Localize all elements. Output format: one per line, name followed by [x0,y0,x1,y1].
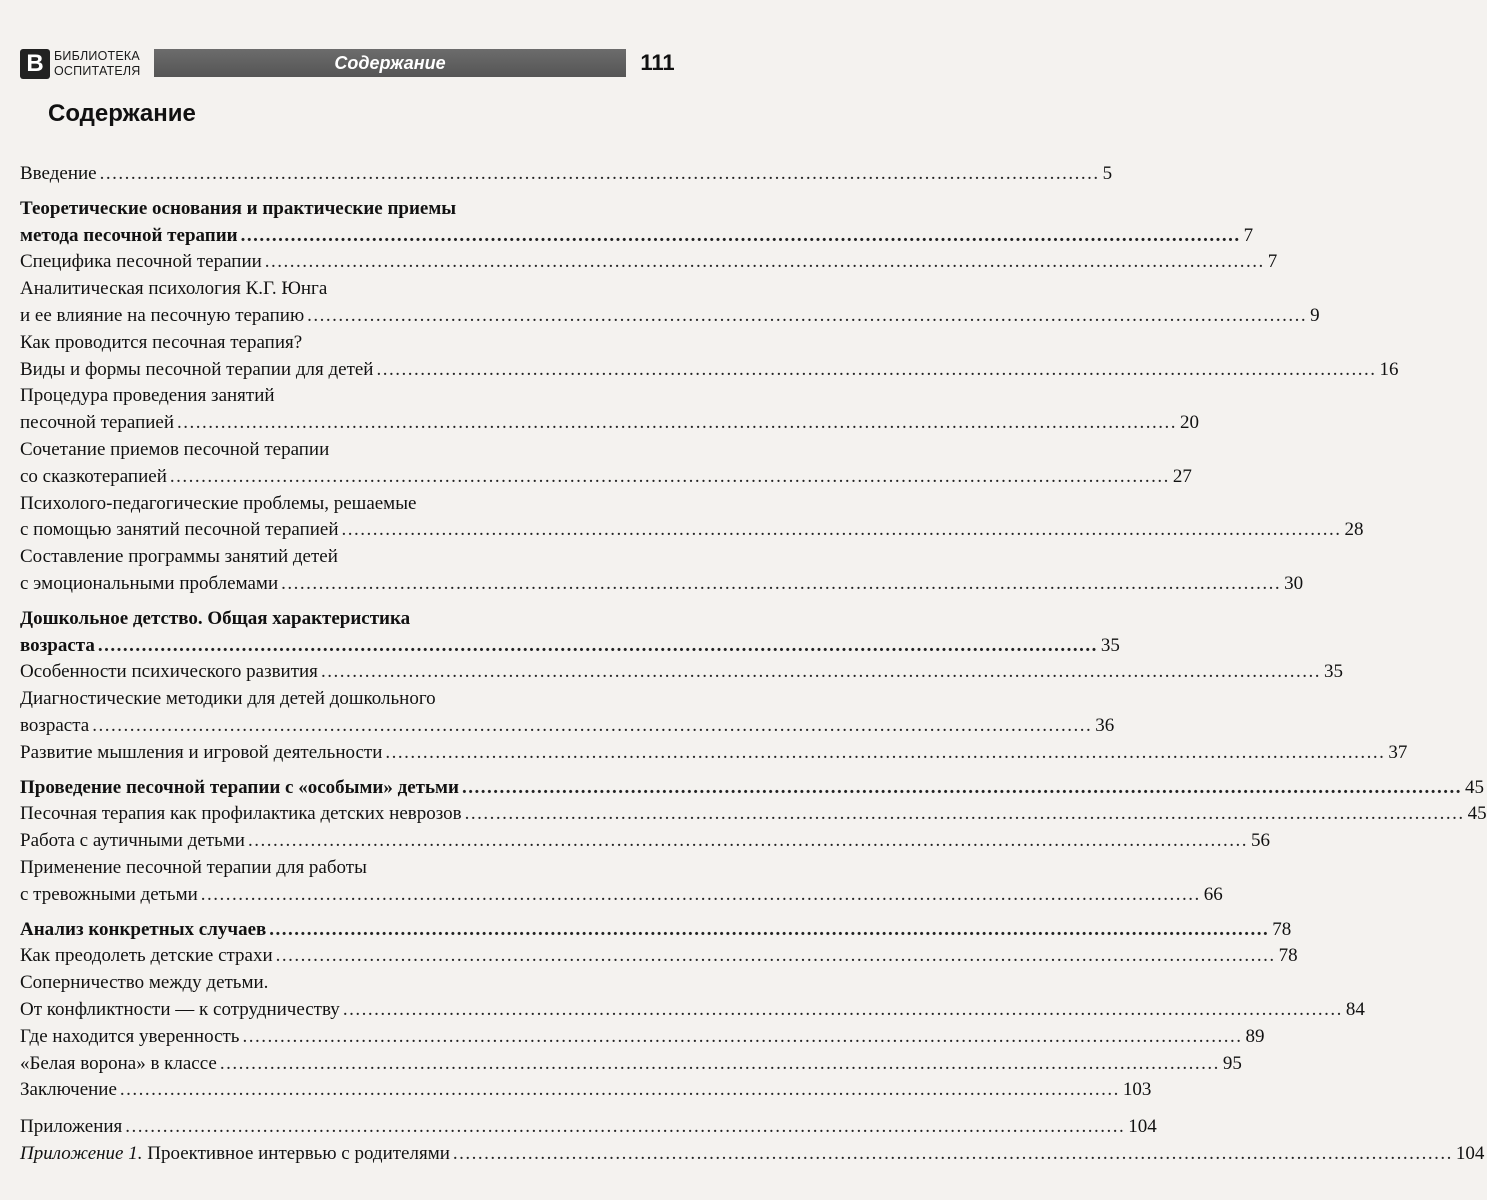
toc-entry-title-line: Составление программы занятий детей [20,546,338,568]
toc-entry-title: возраста [20,714,90,736]
toc-page-number: 78 [1278,945,1298,967]
toc-entry[interactable] [20,606,1120,660]
toc-entry[interactable] [20,330,667,357]
toc-entry-title: Введение [20,163,97,184]
leader-dots: ................................................................................................................................................................ [242,1025,1243,1047]
toc-entry-title: Песочная терапия как профилактика детских неврозов [20,803,462,825]
toc-page-number: 36 [1095,714,1115,736]
toc-entry-last-line [20,571,1304,598]
toc-entry-last-line [20,828,1270,855]
toc-entry-title: метода песочной терапии [20,224,238,246]
toc-entry[interactable] [20,544,1304,598]
toc-entry[interactable] [20,276,1320,330]
toc-page-number: 5 [1102,163,1113,184]
series-name-line1: БИБЛИОТЕКА [54,49,140,63]
leader-dots: ................................................................................................................................................................ [269,918,1270,940]
leader-dots: ................................................................................................................................................................ [341,519,1342,541]
leader-dots: ................................................................................................................................................................ [177,412,1178,434]
leader-dots: ................................................................................................................................................................ [97,634,1098,656]
toc-page-number: 104 [1455,1142,1485,1164]
leader-dots: ................................................................................................................................................................ [464,803,1465,825]
logo-letter: В [26,50,44,77]
toc-entry-last-line [20,303,1320,330]
leader-dots: ................................................................................................................................................................ [99,163,1100,184]
toc-entry[interactable] [20,659,1343,686]
section-title: Содержание [334,52,446,73]
toc-entry-last-line [20,633,1120,660]
toc-entry-title: с тревожными детьми [20,883,198,905]
toc-entry-title: с эмоциональными проблемами [20,572,279,594]
toc-entry-title: Специфика песочной терапии [20,251,262,273]
toc-entry-title: Работа с аутичными детьми [20,830,245,852]
leader-dots: ................................................................................................................................................................ [376,358,1377,380]
toc-entry-title: Особенности психического развития [20,661,318,683]
toc-entry[interactable] [20,775,1484,802]
toc-page-number: 95 [1222,1052,1242,1074]
toc-entry-last-line [20,1114,1157,1141]
toc-entry-title-line: Сочетание приемов песочной терапии [20,438,330,460]
toc-entry-title-line: Психолого-педагогические проблемы, решаемые [20,492,417,514]
toc-entry-title-line: Применение песочной терапии для работы [20,856,367,878]
toc-page-number: 78 [1272,918,1292,940]
toc-entry-last-line [20,801,1487,828]
appendix-title: Проективное интервью с родителями [147,1142,450,1164]
toc-page-number: 56 [1250,830,1270,852]
toc-entry[interactable] [20,249,1278,276]
toc-entry-title: с помощью занятий песочной терапией [20,519,339,541]
toc-page-number: 84 [1345,998,1365,1020]
toc-entry-title [20,1141,450,1168]
toc-entry-last-line [20,249,1278,276]
toc-entry-title-line: Дошкольное детство. Общая характеристика [20,607,411,629]
leader-dots: ................................................................................................................................................................ [452,1142,1453,1164]
toc-entry[interactable] [20,1114,1157,1141]
leader-dots: ................................................................................................................................................................ [385,741,1386,763]
toc-entry-title: со сказкотерапией [20,465,167,487]
toc-entry-last-line [20,943,1298,970]
toc-entry[interactable] [20,491,1364,545]
toc-entry[interactable] [20,740,1408,767]
toc-entry[interactable] [20,196,1254,250]
toc-entry[interactable] [20,943,1298,970]
toc-page-number: 103 [1122,1079,1152,1101]
toc-entry[interactable] [20,855,1223,909]
toc-entry[interactable] [20,161,1113,188]
leader-dots: ................................................................................................................................................................ [247,830,1248,852]
toc-entry-title: Где находится уверенность [20,1025,240,1047]
toc-entry-last-line [20,330,667,357]
toc-page-number: 27 [1172,465,1192,487]
toc-title: Содержание [48,100,196,127]
toc-entry-title: и ее влияние на песочную терапию [20,304,305,326]
toc-entry-last-line [20,659,1343,686]
toc-entry-last-line [20,713,1115,740]
leader-dots: ................................................................................................................................................................ [461,776,1462,798]
toc-entry-last-line [20,464,1192,491]
series-logo-icon [20,49,50,79]
toc-entry[interactable] [20,970,667,997]
toc-entry-title: Как преодолеть детские страхи [20,945,273,967]
toc-entry[interactable] [20,1024,1265,1051]
toc-entry[interactable] [20,686,1115,740]
toc-entry-last-line [20,1141,1485,1168]
toc-entry-last-line [20,917,1292,944]
toc-page-number: 104 [1128,1116,1157,1138]
toc-entry-title: Развитие мышления и игровой деятельности [20,741,383,763]
toc-entry-last-line [20,775,1484,802]
toc-entry-last-line [20,1051,1242,1078]
toc-page-number: 7 [1243,224,1254,246]
toc-page-number: 7 [1267,251,1278,273]
toc-entry-last-line [20,223,1254,250]
toc-entry-last-line [20,357,1399,384]
leader-dots: ................................................................................................................................................................ [240,224,1241,246]
toc-page-number: 9 [1310,304,1320,326]
toc-entry-title: Анализ конкретных случаев [20,918,267,940]
toc-page-number: 16 [1379,358,1399,380]
toc-page-number: 45 [1467,803,1487,825]
toc-entry-title-line: Диагностические методики для детей дошкольного [20,688,436,710]
toc-entry-title: Виды и формы песочной терапии для детей [20,358,374,380]
leader-dots: ................................................................................................................................................................ [219,1052,1220,1074]
toc-page-number: 35 [1323,661,1343,683]
toc-entry[interactable] [20,1141,1485,1168]
table-of-contents [20,161,1487,1168]
toc-page-number: 37 [1388,741,1408,763]
leader-dots: ................................................................................................................................................................ [119,1079,1120,1101]
toc-entry-title-line: Теоретические основания и практические приемы [20,197,457,219]
leader-dots: ................................................................................................................................................................ [275,945,1276,967]
series-name [54,49,141,79]
toc-entry-last-line [20,1024,1265,1051]
appendix-label: Приложение 1. [20,1142,143,1164]
toc-page-number: 66 [1203,883,1223,905]
toc-entry[interactable] [20,801,1487,828]
section-band [154,49,626,77]
running-header [20,46,680,82]
leader-dots: ................................................................................................................................................................ [169,465,1170,487]
toc-entry[interactable] [20,383,1200,437]
toc-entry-title: Заключение [20,1079,117,1101]
leader-dots: ................................................................................................................................................................ [125,1116,1126,1138]
toc-entry[interactable] [20,917,1292,944]
toc-entry-title: песочной терапией [20,412,175,434]
toc-entry[interactable] [20,1051,1242,1078]
leader-dots: ................................................................................................................................................................ [200,883,1201,905]
toc-page-number: 28 [1344,519,1364,541]
toc-entry-last-line [20,882,1223,909]
leader-dots: ................................................................................................................................................................ [92,714,1093,736]
leader-dots: ................................................................................................................................................................ [264,251,1265,273]
toc-entry-title: Как проводится песочная терапия? [20,331,303,353]
toc-entry-last-line [20,161,1113,188]
toc-entry[interactable] [20,997,1365,1024]
toc-entry-title: От конфликтности — к сотрудничеству [20,998,340,1020]
toc-entry-title: возраста [20,634,95,656]
leader-dots: ................................................................................................................................................................ [320,661,1321,683]
toc-entry[interactable] [20,828,1270,855]
toc-page-number: 89 [1245,1025,1265,1047]
toc-entry-title-line: Процедура проведения занятий [20,385,275,407]
toc-entry-last-line [20,740,1408,767]
toc-entry[interactable] [20,357,1399,384]
toc-page-number: 45 [1464,776,1484,798]
toc-entry-last-line [20,970,667,997]
toc-entry-title: Проведение песочной терапии с «особыми» детьми [20,776,459,798]
toc-page-number: 35 [1100,634,1120,656]
toc-entry[interactable] [20,1077,1152,1104]
toc-entry-last-line [20,1077,1152,1104]
toc-entry-title-line: Аналитическая психология К.Г. Юнга [20,278,328,300]
leader-dots: ................................................................................................................................................................ [307,304,1308,326]
series-name-line2: ОСПИТАТЕЛЯ [54,64,141,78]
toc-entry-title: Соперничество между детьми. [20,972,269,994]
toc-entry-title: Приложения [20,1116,123,1138]
page-number: 111 [640,50,675,75]
toc-entry-title: «Белая ворона» в классе [20,1052,217,1074]
toc-entry-last-line [20,517,1364,544]
leader-dots: ................................................................................................................................................................ [342,998,1343,1020]
toc-page-number: 30 [1284,572,1304,594]
toc-entry-last-line [20,410,1200,437]
toc-page-number: 20 [1180,412,1200,434]
leader-dots: ................................................................................................................................................................ [281,572,1282,594]
toc-entry[interactable] [20,437,1192,491]
toc-entry-last-line [20,997,1365,1024]
